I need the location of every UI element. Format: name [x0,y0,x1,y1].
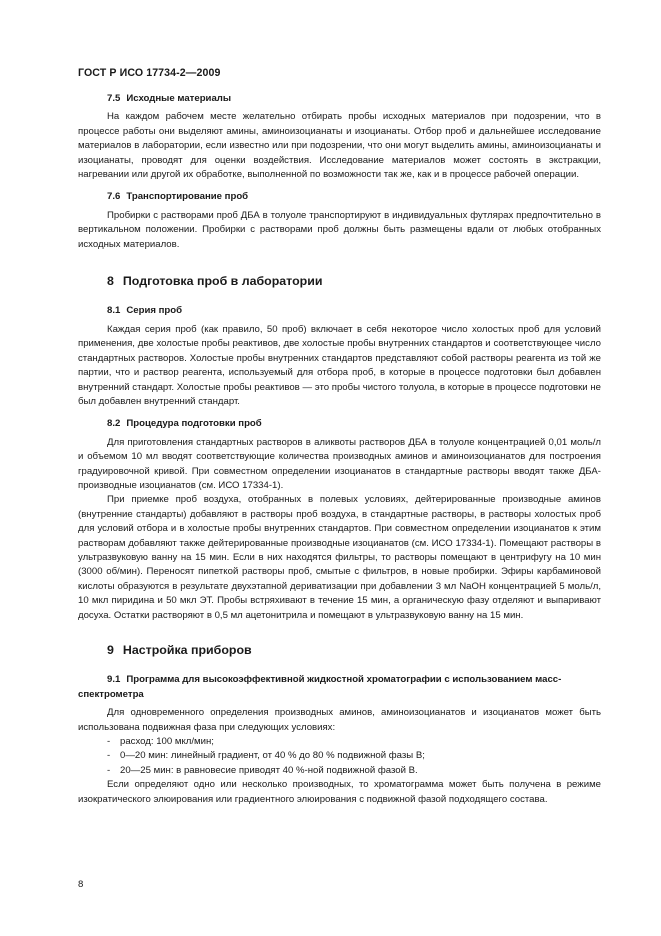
conditions-list [78,735,601,778]
section-9-heading [78,643,601,657]
page-number: 8 [78,879,84,890]
subsection-number: 7.5 [107,93,121,104]
subsection-9-1-heading [78,673,601,702]
paragraph: Каждая серия проб (как правило, 50 проб) включает в себя некоторое число холостых проб для условий применения, две холостые пробы реактивов, две холостые пробы внутренних стандартов и соответствующее число стандартных растворов. Холостые пробы внутренних стандартов представляют собой растворы реагента из той же партии, что и раствор реагента, используемый для отбора проб, в которые в процессе подготовки был добавлен внутренний стандарт. Холостые пробы реактивов — это пробы чистого толуола, в которые в процессе подготовки не был добавлен внутренний стандарт. [78,323,601,407]
document-body [78,92,601,807]
list-item [78,735,601,749]
paragraph: Пробирки с растворами проб ДБА в толуоле транспортируют в индивидуальных футлярах предпочтительно в вертикальном положении. Пробирки с растворами проб должны быть размещены вдали от любых отобранных исходных материалов. [78,209,601,250]
document-header: ГОСТ Р ИСО 17734-2—2009 [78,67,221,79]
section-title: Настройка приборов [122,643,252,657]
section-title: Подготовка проб в лаборатории [122,274,323,289]
list-dash: - [107,750,111,762]
subsection-title: Транспортирование проб [126,191,249,203]
subsection-title: Исходные материалы [126,93,232,104]
subsection-8-2-heading [78,417,601,431]
list-item-text: 0—20 мин: линейный градиент, от 40 % до 80 % подвижной фазы В; [120,750,425,762]
subsection-title: Программа для высокоэффективной жидкостной хроматографии с использованием масс-спектрометра [78,674,562,700]
subsection-title: Процедура подготовки проб [126,418,262,430]
list-item-text: 20—25 мин: в равновесие приводят 40 %-ной подвижной фазой В. [120,764,418,776]
list-item [78,764,601,778]
subsection-7-5-heading [78,92,601,106]
subsection-number: 8.1 [107,305,121,317]
list-item [78,749,601,763]
section-8-heading [78,274,601,288]
section-number: 9 [107,643,114,657]
paragraph: На каждом рабочем месте желательно отбирать пробы исходных материалов при подозрении, что в процессе работы они выделяют амины, аминоизоцианаты и изоцианаты. Отбор проб и дальнейшее исследование материалов в лаборатории, если известно или при подозрении, что они могут выделить амины, аминоизоцианаты и изоцианаты, проводят для оценки воздействия. Исследование материалов может состоять в экстракции, нагревании или другой их обработке, выполненной по возможности так же, как и в процессе рабочей операции. [78,111,601,181]
subsection-number: 9.1 [107,674,121,686]
list-dash: - [107,764,111,776]
subsection-8-1-heading [78,304,601,318]
paragraph: Для одновременного определения производных аминов, аминоизоцианатов и изоцианатов может быть использована подвижная фаза при следующих условиях: [78,707,601,733]
list-dash: - [107,736,111,748]
paragraph: Если определяют одно или несколько производных, то хроматограмма может быть получена в режиме изократического элюирования или градиентного элюирования с подвижной фазой подходящего состава. [78,779,601,805]
paragraph: При приемке проб воздуха, отобранных в полевых условиях, дейтерированные производные аминов (внутренние стандарты) добавляют в растворы проб воздуха, в стандартные растворы, в растворы холостых проб для условий отбора и в холостые пробы внутренних стандартов. При совместном определении изоцианатов к этим растворам добавляют также дейтерированные производные изоцианатов (см. ИСО 17334-1). Помещают растворы в ультразвуковую ванну на 15 мин. Если в них находятся фильтры, то растворы помещают в центрифугу на 10 мин (3000 об/мин). Переносят пипеткой растворы проб, смытые с фильтров, в новые пробирки. Эфиры карбаминовой кислоты образуются в результате двухэтапной дериватизации при добавлении 3 мл NaOH концентрацией 5 моль/л, 10 мкл пиридина и 50 мкл ЭТ. Пробы встряхивают в течение 15 мин, а органическую фазу отделяют и выпаривают досуха. Остатки растворяют в 0,5 мл ацетонитрила и помещают в ультразвуковую ванну на 15 мин. [78,494,601,621]
list-item-text: расход: 100 мкл/мин; [120,736,214,748]
paragraph: Для приготовления стандартных растворов в аликвоты растворов ДБА в толуоле концентрацией 0,01 моль/л и объемом 10 мл вводят соответствующие количества производных аминов и аминоизоцианатов для построения градуировочной кривой. При совместном определении изоцианатов в стандартные растворы вводят также ДБА-производные изоцианатов (см. ИСО 17334-1). [78,436,601,491]
subsection-title: Серия проб [126,305,183,317]
subsection-number: 8.2 [107,418,121,430]
section-number: 8 [107,274,114,289]
subsection-7-6-heading [78,190,601,204]
subsection-number: 7.6 [107,191,121,203]
